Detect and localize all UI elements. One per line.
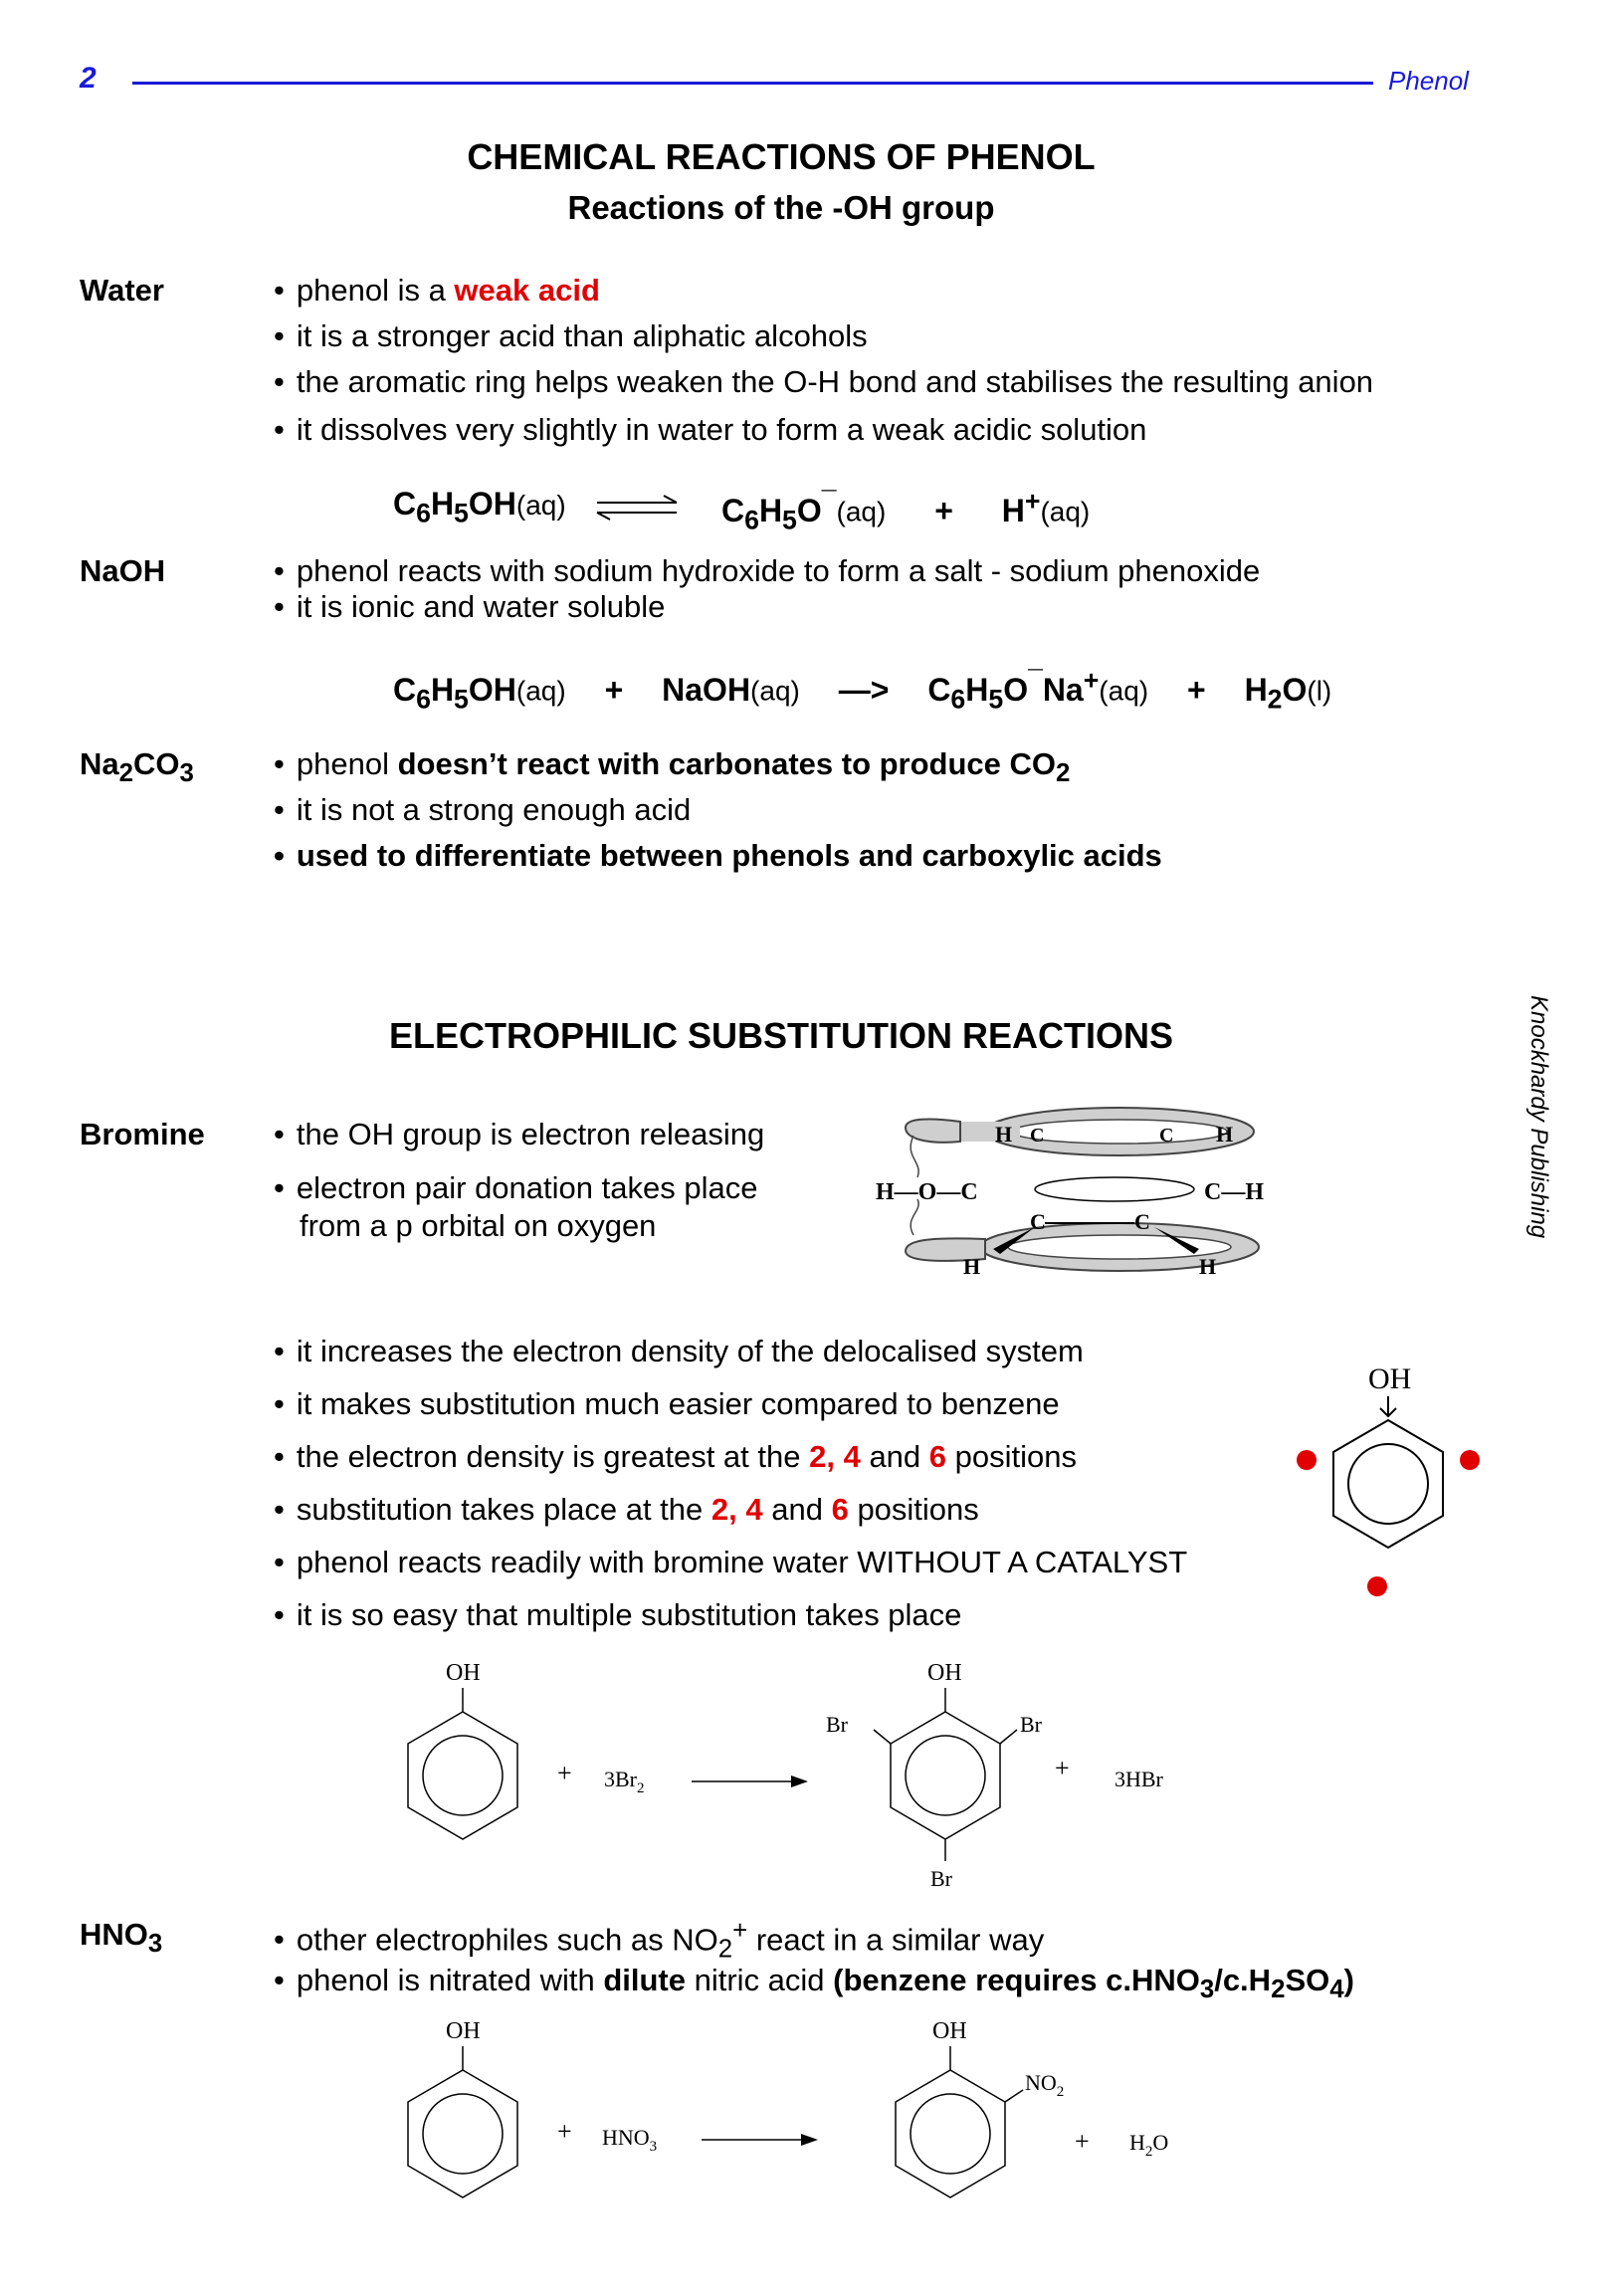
running-title: Phenol xyxy=(1388,66,1469,96)
equation-1: $C_6H_5OH(aq)$ xyxy=(393,486,566,528)
svg-text:C: C xyxy=(1030,1125,1045,1147)
naoh-bullet-2: • it is ionic and water soluble xyxy=(274,589,665,625)
page-number: 2 xyxy=(80,62,97,95)
bromine-bullet-2-cont: from a p orbital on oxygen xyxy=(300,1208,657,1243)
svg-text:+: + xyxy=(557,2117,572,2146)
svg-text:H: H xyxy=(1216,1122,1234,1147)
publisher-side-text: Knockhardy Publishing xyxy=(1525,995,1552,1239)
naoh-label: NaOH xyxy=(80,553,166,588)
header-rule xyxy=(132,82,1373,85)
ortho-position-dot xyxy=(1460,1450,1480,1470)
ortho-position-dot xyxy=(1297,1450,1317,1470)
svg-text:OH: OH xyxy=(446,1660,481,1686)
bromine-bullet-2: • electron pair donation takes place xyxy=(274,1170,757,1206)
na2co3-label: $Na_2CO_3$ xyxy=(80,746,194,788)
svg-text:3HBr: 3HBr xyxy=(1115,1767,1163,1791)
svg-text:+: + xyxy=(1055,1754,1070,1782)
bromine-bullet-1: • the OH group is electron releasing xyxy=(274,1117,764,1152)
svg-text:C: C xyxy=(1159,1125,1174,1147)
phenol-oh-label: OH xyxy=(1368,1362,1412,1395)
bromine-bullet-7: • phenol reacts readily with bromine water WITHOUT A CATALYST xyxy=(274,1545,1187,1580)
water-bullet-2: • it is a stronger acid than aliphatic alcohols xyxy=(274,318,868,354)
equation-2: $C_6H_5OH(aq)$ + NaOH(aq) —> $C_6H_5O^¯Na^+(aq) + H_2O(l)$ xyxy=(393,665,1332,715)
svg-text:OH: OH xyxy=(932,2018,967,2044)
svg-text:OH: OH xyxy=(927,1660,962,1686)
na2co3-bullet-2: • it is not a strong enough acid xyxy=(274,792,691,828)
hno3-label: $HNO_3$ xyxy=(80,1917,163,1959)
svg-text:C: C xyxy=(1134,1209,1150,1234)
svg-text:+: + xyxy=(1075,2127,1090,2156)
svg-text:C: C xyxy=(1030,1209,1046,1234)
svg-text:+: + xyxy=(557,1759,572,1787)
water-bullet-4: • it dissolves very slightly in water to form a weak acidic solution xyxy=(274,412,1146,448)
na2co3-bullet-1: • phenol doesn’t react with carbonates to produce $CO_2$ xyxy=(274,746,1070,788)
svg-text:OH: OH xyxy=(446,2018,481,2044)
orbital-HOC-label: H—O—C xyxy=(876,1179,978,1205)
nitration-reaction xyxy=(378,2010,1214,2249)
bromine-bullet-3: • it increases the electron density of the delocalised system xyxy=(274,1334,1084,1369)
equation-1-product: $C_6H_5O^¯(aq) + H^+(aq)$ xyxy=(721,486,1091,535)
svg-text:3Br2: $3Br_2$ xyxy=(604,1767,645,1796)
svg-text:HNO3: $HNO_3$ xyxy=(602,2125,658,2155)
bromination-reaction xyxy=(378,1652,1214,1911)
water-label: Water xyxy=(80,273,164,308)
naoh-bullet-1: • phenol reacts with sodium hydroxide to form a salt - sodium phenoxide xyxy=(274,553,1260,589)
svg-text:H: H xyxy=(963,1254,981,1279)
svg-text:Br: Br xyxy=(1020,1712,1042,1737)
page-title: CHEMICAL REACTIONS OF PHENOL xyxy=(467,136,1096,177)
na2co3-bullet-3: • used to differentiate between phenols and carboxylic acids xyxy=(274,838,1162,874)
orbital-CH-label: C—H xyxy=(1204,1179,1264,1205)
svg-text:Br: Br xyxy=(930,1866,952,1891)
svg-text:Br: Br xyxy=(826,1712,848,1737)
equilibrium-arrow xyxy=(592,493,682,522)
section-title-electrophilic: ELECTROPHILIC SUBSTITUTION REACTIONS xyxy=(388,1015,1173,1056)
bromine-bullet-4: • it makes substitution much easier compared to benzene xyxy=(274,1386,1060,1422)
hno3-bullet-1: • other electrophiles such as $NO_2^+$ react in a similar way xyxy=(274,1917,1044,1965)
bromine-bullet-6: • substitution takes place at the 2, 4 and 6 positions xyxy=(274,1492,979,1528)
water-bullet-1: • phenol is a weak acid xyxy=(274,273,600,309)
svg-text:H2O: $H_2O$ xyxy=(1129,2130,1169,2160)
svg-text:H: H xyxy=(995,1122,1013,1147)
svg-text:H: H xyxy=(1199,1254,1217,1279)
bromine-bullet-8: • it is so easy that multiple substitution takes place xyxy=(274,1597,961,1633)
hno3-bullet-2: • phenol is nitrated with dilute nitric acid (benzene requires $c.HNO_3/c.H_2SO_4$) xyxy=(274,1963,1354,2004)
bromine-label: Bromine xyxy=(80,1117,205,1151)
phenol-activation-diagram xyxy=(1284,1358,1483,1607)
bromine-bullet-5: • the electron density is greatest at the 2, 4 and 6 positions xyxy=(274,1439,1077,1475)
water-bullet-3: • the aromatic ring helps weaken the O-H bond and stabilises the resulting anion xyxy=(274,364,1373,400)
para-position-dot xyxy=(1367,1576,1387,1596)
p-orbital-diagram xyxy=(846,1100,1274,1299)
svg-text:NO2: $NO_2$ xyxy=(1025,2070,1065,2100)
page-subtitle: Reactions of the -OH group xyxy=(567,189,995,226)
